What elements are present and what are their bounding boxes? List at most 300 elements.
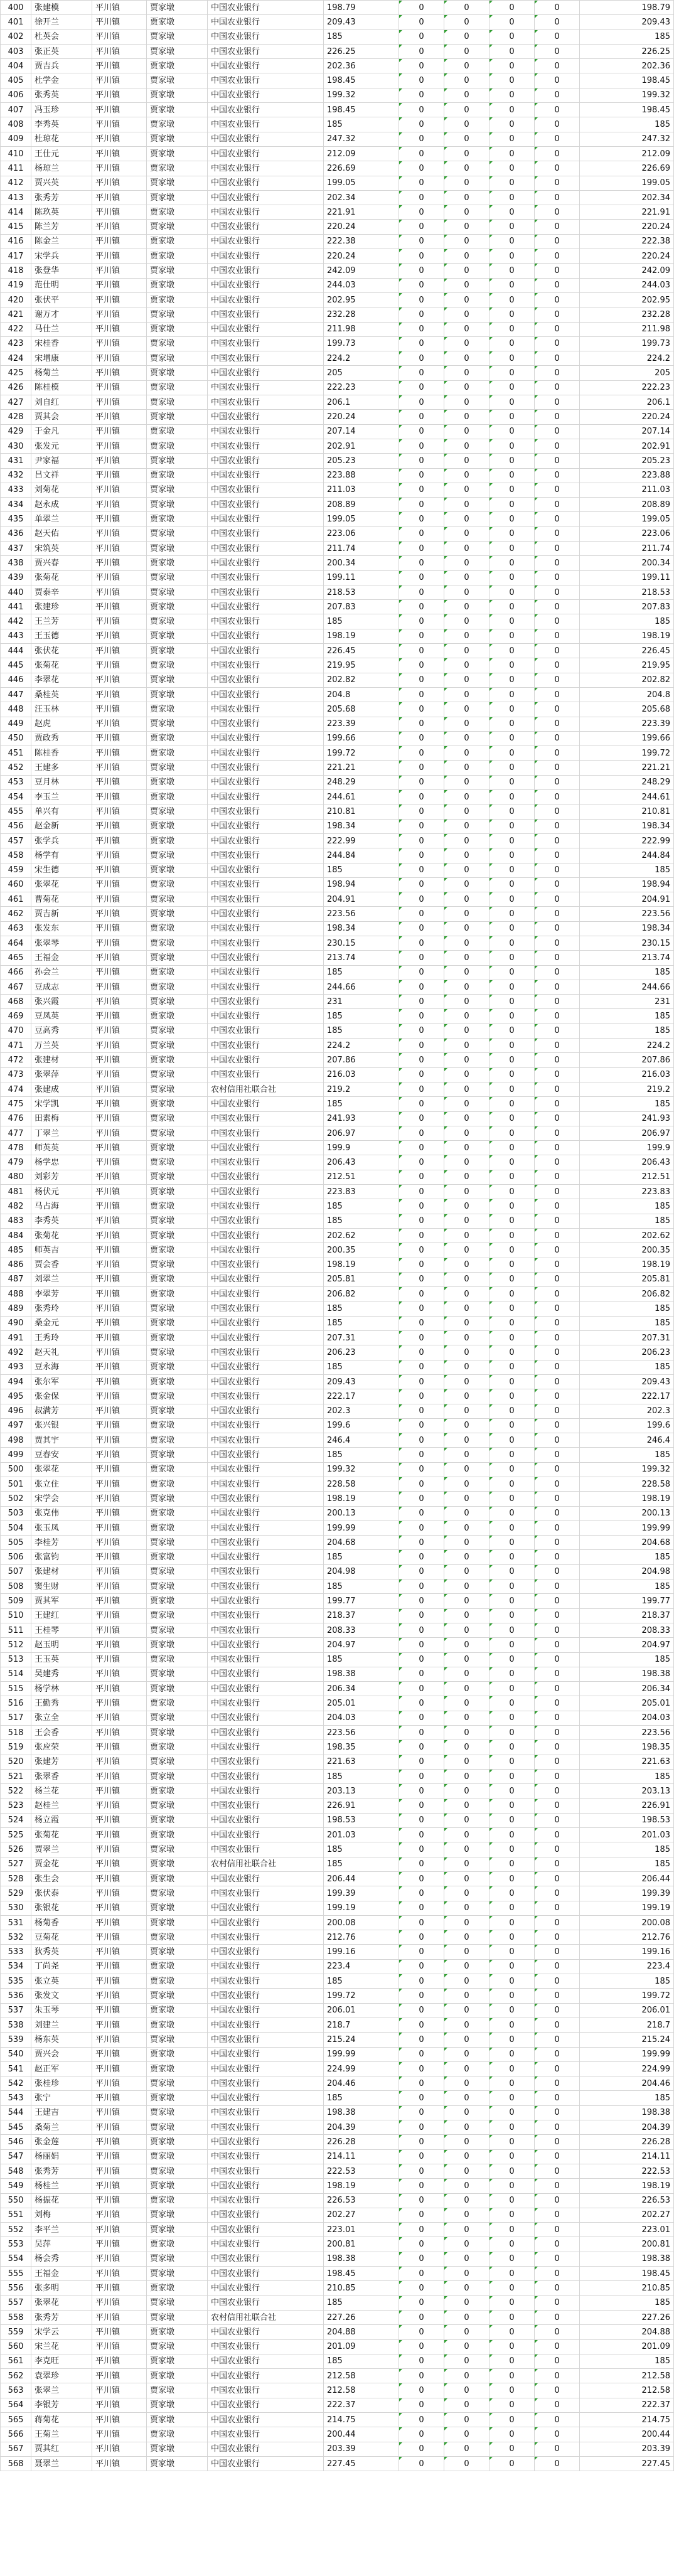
- village-cell[interactable]: 贾家墩: [147, 1155, 208, 1170]
- zero-cell-b[interactable]: 0: [444, 380, 489, 395]
- zero-cell-a[interactable]: 0: [399, 1097, 444, 1111]
- zero-cell-d[interactable]: 0: [535, 498, 580, 512]
- amount-cell[interactable]: 211.98: [324, 322, 399, 336]
- zero-cell-a[interactable]: 0: [399, 1520, 444, 1535]
- total-cell[interactable]: 185: [580, 863, 674, 877]
- town-cell[interactable]: 平川镇: [92, 1, 147, 15]
- zero-cell-c[interactable]: 0: [489, 1331, 535, 1345]
- zero-cell-d[interactable]: 0: [535, 2252, 580, 2266]
- village-cell[interactable]: 贾家墩: [147, 1418, 208, 1433]
- zero-cell-a[interactable]: 0: [399, 264, 444, 278]
- amount-cell[interactable]: 211.74: [324, 541, 399, 555]
- amount-cell[interactable]: 199.73: [324, 336, 399, 351]
- name-cell[interactable]: 李翠花: [31, 673, 92, 687]
- total-cell[interactable]: 222.17: [580, 1389, 674, 1404]
- bank-cell[interactable]: 中国农业银行: [208, 1389, 324, 1404]
- zero-cell-d[interactable]: 0: [535, 1623, 580, 1637]
- zero-cell-d[interactable]: 0: [535, 1696, 580, 1711]
- zero-cell-d[interactable]: 0: [535, 1842, 580, 1857]
- town-cell[interactable]: 平川镇: [92, 1492, 147, 1506]
- zero-cell-a[interactable]: 0: [399, 1755, 444, 1769]
- zero-cell-b[interactable]: 0: [444, 833, 489, 848]
- zero-cell-d[interactable]: 0: [535, 1243, 580, 1258]
- village-cell[interactable]: 贾家墩: [147, 1053, 208, 1067]
- zero-cell-d[interactable]: 0: [535, 2193, 580, 2208]
- zero-cell-c[interactable]: 0: [489, 2252, 535, 2266]
- town-cell[interactable]: 平川镇: [92, 351, 147, 366]
- zero-cell-c[interactable]: 0: [489, 761, 535, 775]
- total-cell[interactable]: 198.19: [580, 2179, 674, 2193]
- name-cell[interactable]: 吴萍: [31, 2237, 92, 2252]
- name-cell[interactable]: 豆菊花: [31, 1930, 92, 1945]
- zero-cell-a[interactable]: 0: [399, 1579, 444, 1594]
- bank-cell[interactable]: 中国农业银行: [208, 2223, 324, 2237]
- zero-cell-d[interactable]: 0: [535, 307, 580, 322]
- name-cell[interactable]: 张兴银: [31, 1418, 92, 1433]
- name-cell[interactable]: 贾会香: [31, 1258, 92, 1272]
- zero-cell-c[interactable]: 0: [489, 644, 535, 658]
- bank-cell[interactable]: 中国农业银行: [208, 863, 324, 877]
- bank-cell[interactable]: 中国农业银行: [208, 2412, 324, 2427]
- amount-cell[interactable]: 222.23: [324, 380, 399, 395]
- zero-cell-c[interactable]: 0: [489, 2223, 535, 2237]
- town-cell[interactable]: 平川镇: [92, 103, 147, 117]
- town-cell[interactable]: 平川镇: [92, 1185, 147, 1199]
- row-number-cell[interactable]: 536: [1, 1989, 31, 2003]
- town-cell[interactable]: 平川镇: [92, 59, 147, 73]
- name-cell[interactable]: 聂翠兰: [31, 2456, 92, 2471]
- total-cell[interactable]: 205.68: [580, 702, 674, 717]
- total-cell[interactable]: 204.97: [580, 1638, 674, 1652]
- row-number-cell[interactable]: 539: [1, 2033, 31, 2047]
- name-cell[interactable]: 叔满芳: [31, 1404, 92, 1418]
- amount-cell[interactable]: 202.36: [324, 59, 399, 73]
- zero-cell-a[interactable]: 0: [399, 1726, 444, 1740]
- town-cell[interactable]: 平川镇: [92, 1301, 147, 1316]
- village-cell[interactable]: 贾家墩: [147, 1360, 208, 1374]
- town-cell[interactable]: 平川镇: [92, 1667, 147, 1681]
- village-cell[interactable]: 贾家墩: [147, 1872, 208, 1886]
- zero-cell-c[interactable]: 0: [489, 1682, 535, 1696]
- row-number-cell[interactable]: 418: [1, 264, 31, 278]
- total-cell[interactable]: 223.06: [580, 526, 674, 541]
- bank-cell[interactable]: 中国农业银行: [208, 2398, 324, 2412]
- zero-cell-d[interactable]: 0: [535, 1462, 580, 1477]
- zero-cell-c[interactable]: 0: [489, 1608, 535, 1623]
- name-cell[interactable]: 马占海: [31, 1199, 92, 1214]
- bank-cell[interactable]: 中国农业银行: [208, 2456, 324, 2471]
- village-cell[interactable]: 贾家墩: [147, 1536, 208, 1550]
- zero-cell-d[interactable]: 0: [535, 2354, 580, 2368]
- amount-cell[interactable]: 213.74: [324, 951, 399, 965]
- zero-cell-a[interactable]: 0: [399, 1272, 444, 1286]
- town-cell[interactable]: 平川镇: [92, 2398, 147, 2412]
- amount-cell[interactable]: 204.46: [324, 2076, 399, 2091]
- zero-cell-a[interactable]: 0: [399, 2339, 444, 2354]
- amount-cell[interactable]: 205.23: [324, 454, 399, 468]
- zero-cell-a[interactable]: 0: [399, 1872, 444, 1886]
- row-number-cell[interactable]: 491: [1, 1331, 31, 1345]
- zero-cell-b[interactable]: 0: [444, 1623, 489, 1637]
- name-cell[interactable]: 张伏泰: [31, 1886, 92, 1901]
- total-cell[interactable]: 207.14: [580, 424, 674, 439]
- village-cell[interactable]: 贾家墩: [147, 614, 208, 629]
- name-cell[interactable]: 赵虎: [31, 717, 92, 731]
- row-number-cell[interactable]: 456: [1, 819, 31, 833]
- amount-cell[interactable]: 206.44: [324, 1872, 399, 1886]
- bank-cell[interactable]: 中国农业银行: [208, 1784, 324, 1798]
- zero-cell-a[interactable]: 0: [399, 1813, 444, 1827]
- row-number-cell[interactable]: 528: [1, 1872, 31, 1886]
- zero-cell-a[interactable]: 0: [399, 1784, 444, 1798]
- zero-cell-a[interactable]: 0: [399, 2295, 444, 2310]
- total-cell[interactable]: 185: [580, 1301, 674, 1316]
- zero-cell-a[interactable]: 0: [399, 1638, 444, 1652]
- amount-cell[interactable]: 247.32: [324, 132, 399, 146]
- row-number-cell[interactable]: 514: [1, 1667, 31, 1681]
- zero-cell-b[interactable]: 0: [444, 1374, 489, 1389]
- amount-cell[interactable]: 206.82: [324, 1287, 399, 1301]
- village-cell[interactable]: 贾家墩: [147, 2412, 208, 2427]
- village-cell[interactable]: 贾家墩: [147, 1682, 208, 1696]
- name-cell[interactable]: 贾金花: [31, 1857, 92, 1871]
- bank-cell[interactable]: 中国农业银行: [208, 1711, 324, 1725]
- zero-cell-b[interactable]: 0: [444, 1974, 489, 1989]
- zero-cell-a[interactable]: 0: [399, 1374, 444, 1389]
- zero-cell-b[interactable]: 0: [444, 307, 489, 322]
- amount-cell[interactable]: 185: [324, 1550, 399, 1564]
- zero-cell-d[interactable]: 0: [535, 132, 580, 146]
- amount-cell[interactable]: 215.24: [324, 2033, 399, 2047]
- bank-cell[interactable]: 中国农业银行: [208, 1023, 324, 1038]
- total-cell[interactable]: 202.82: [580, 673, 674, 687]
- zero-cell-a[interactable]: 0: [399, 526, 444, 541]
- zero-cell-b[interactable]: 0: [444, 541, 489, 555]
- bank-cell[interactable]: 中国农业银行: [208, 585, 324, 599]
- zero-cell-b[interactable]: 0: [444, 1199, 489, 1214]
- village-cell[interactable]: 贾家墩: [147, 1813, 208, 1827]
- town-cell[interactable]: 平川镇: [92, 1579, 147, 1594]
- zero-cell-d[interactable]: 0: [535, 15, 580, 29]
- row-number-cell[interactable]: 565: [1, 2412, 31, 2427]
- total-cell[interactable]: 205.01: [580, 1696, 674, 1711]
- town-cell[interactable]: 平川镇: [92, 2033, 147, 2047]
- zero-cell-d[interactable]: 0: [535, 2310, 580, 2324]
- zero-cell-b[interactable]: 0: [444, 2105, 489, 2120]
- name-cell[interactable]: 张菊花: [31, 658, 92, 673]
- town-cell[interactable]: 平川镇: [92, 2149, 147, 2164]
- zero-cell-b[interactable]: 0: [444, 1492, 489, 1506]
- bank-cell[interactable]: 中国农业银行: [208, 1901, 324, 1915]
- total-cell[interactable]: 198.38: [580, 2105, 674, 2120]
- zero-cell-b[interactable]: 0: [444, 761, 489, 775]
- bank-cell[interactable]: 中国农业银行: [208, 541, 324, 555]
- village-cell[interactable]: 贾家墩: [147, 1111, 208, 1126]
- zero-cell-a[interactable]: 0: [399, 234, 444, 249]
- zero-cell-d[interactable]: 0: [535, 88, 580, 102]
- amount-cell[interactable]: 185: [324, 1214, 399, 1228]
- bank-cell[interactable]: 中国农业银行: [208, 1740, 324, 1755]
- zero-cell-a[interactable]: 0: [399, 1170, 444, 1184]
- row-number-cell[interactable]: 512: [1, 1638, 31, 1652]
- name-cell[interactable]: 杜学金: [31, 73, 92, 88]
- village-cell[interactable]: 贾家墩: [147, 1798, 208, 1813]
- amount-cell[interactable]: 223.56: [324, 907, 399, 921]
- total-cell[interactable]: 200.44: [580, 2427, 674, 2442]
- bank-cell[interactable]: 中国农业银行: [208, 556, 324, 570]
- town-cell[interactable]: 平川镇: [92, 1258, 147, 1272]
- amount-cell[interactable]: 204.98: [324, 1564, 399, 1579]
- name-cell[interactable]: 王建红: [31, 1608, 92, 1623]
- zero-cell-a[interactable]: 0: [399, 1199, 444, 1214]
- bank-cell[interactable]: 中国农业银行: [208, 1638, 324, 1652]
- village-cell[interactable]: 贾家墩: [147, 2267, 208, 2281]
- village-cell[interactable]: 贾家墩: [147, 936, 208, 951]
- village-cell[interactable]: 贾家墩: [147, 249, 208, 264]
- zero-cell-b[interactable]: 0: [444, 1520, 489, 1535]
- town-cell[interactable]: 平川镇: [92, 2047, 147, 2061]
- name-cell[interactable]: 张生会: [31, 1872, 92, 1886]
- total-cell[interactable]: 226.25: [580, 44, 674, 58]
- zero-cell-b[interactable]: 0: [444, 2456, 489, 2471]
- zero-cell-c[interactable]: 0: [489, 1901, 535, 1915]
- bank-cell[interactable]: 中国农业银行: [208, 132, 324, 146]
- bank-cell[interactable]: 中国农业银行: [208, 1214, 324, 1228]
- row-number-cell[interactable]: 405: [1, 73, 31, 88]
- zero-cell-d[interactable]: 0: [535, 483, 580, 497]
- bank-cell[interactable]: 中国农业银行: [208, 88, 324, 102]
- village-cell[interactable]: 贾家墩: [147, 1506, 208, 1520]
- bank-cell[interactable]: 中国农业银行: [208, 1141, 324, 1155]
- zero-cell-a[interactable]: 0: [399, 498, 444, 512]
- bank-cell[interactable]: 中国农业银行: [208, 73, 324, 88]
- town-cell[interactable]: 平川镇: [92, 264, 147, 278]
- total-cell[interactable]: 223.83: [580, 1185, 674, 1199]
- amount-cell[interactable]: 226.25: [324, 44, 399, 58]
- village-cell[interactable]: 贾家墩: [147, 190, 208, 205]
- bank-cell[interactable]: 中国农业银行: [208, 2442, 324, 2456]
- zero-cell-a[interactable]: 0: [399, 2149, 444, 2164]
- zero-cell-d[interactable]: 0: [535, 454, 580, 468]
- zero-cell-c[interactable]: 0: [489, 1769, 535, 1783]
- row-number-cell[interactable]: 558: [1, 2310, 31, 2324]
- row-number-cell[interactable]: 479: [1, 1155, 31, 1170]
- zero-cell-d[interactable]: 0: [535, 1594, 580, 1608]
- row-number-cell[interactable]: 481: [1, 1185, 31, 1199]
- row-number-cell[interactable]: 562: [1, 2369, 31, 2383]
- zero-cell-c[interactable]: 0: [489, 629, 535, 643]
- zero-cell-d[interactable]: 0: [535, 775, 580, 789]
- zero-cell-d[interactable]: 0: [535, 2047, 580, 2061]
- row-number-cell[interactable]: 410: [1, 146, 31, 161]
- zero-cell-d[interactable]: 0: [535, 1492, 580, 1506]
- town-cell[interactable]: 平川镇: [92, 2120, 147, 2135]
- amount-cell[interactable]: 198.19: [324, 629, 399, 643]
- village-cell[interactable]: 贾家墩: [147, 2398, 208, 2412]
- name-cell[interactable]: 张应荣: [31, 1740, 92, 1755]
- name-cell[interactable]: 汪玉林: [31, 702, 92, 717]
- village-cell[interactable]: 贾家墩: [147, 117, 208, 132]
- town-cell[interactable]: 平川镇: [92, 1857, 147, 1871]
- row-number-cell[interactable]: 485: [1, 1243, 31, 1258]
- bank-cell[interactable]: 中国农业银行: [208, 1506, 324, 1520]
- zero-cell-d[interactable]: 0: [535, 600, 580, 614]
- zero-cell-c[interactable]: 0: [489, 1185, 535, 1199]
- zero-cell-d[interactable]: 0: [535, 921, 580, 936]
- name-cell[interactable]: 刘建兰: [31, 2018, 92, 2032]
- name-cell[interactable]: 刘翠兰: [31, 1272, 92, 1286]
- bank-cell[interactable]: 中国农业银行: [208, 2061, 324, 2076]
- total-cell[interactable]: 206.44: [580, 1872, 674, 1886]
- name-cell[interactable]: 窦生财: [31, 1579, 92, 1594]
- zero-cell-b[interactable]: 0: [444, 264, 489, 278]
- bank-cell[interactable]: 中国农业银行: [208, 1053, 324, 1067]
- bank-cell[interactable]: 中国农业银行: [208, 29, 324, 44]
- amount-cell[interactable]: 204.03: [324, 1711, 399, 1725]
- zero-cell-d[interactable]: 0: [535, 833, 580, 848]
- zero-cell-d[interactable]: 0: [535, 1404, 580, 1418]
- amount-cell[interactable]: 218.7: [324, 2018, 399, 2032]
- zero-cell-b[interactable]: 0: [444, 1111, 489, 1126]
- zero-cell-a[interactable]: 0: [399, 804, 444, 819]
- zero-cell-d[interactable]: 0: [535, 1345, 580, 1360]
- zero-cell-b[interactable]: 0: [444, 1448, 489, 1462]
- zero-cell-a[interactable]: 0: [399, 673, 444, 687]
- amount-cell[interactable]: 201.09: [324, 2339, 399, 2354]
- amount-cell[interactable]: 226.45: [324, 644, 399, 658]
- zero-cell-d[interactable]: 0: [535, 2208, 580, 2222]
- village-cell[interactable]: 贾家墩: [147, 819, 208, 833]
- zero-cell-c[interactable]: 0: [489, 322, 535, 336]
- amount-cell[interactable]: 205.81: [324, 1272, 399, 1286]
- zero-cell-a[interactable]: 0: [399, 702, 444, 717]
- zero-cell-a[interactable]: 0: [399, 249, 444, 264]
- zero-cell-b[interactable]: 0: [444, 1740, 489, 1755]
- zero-cell-d[interactable]: 0: [535, 73, 580, 88]
- zero-cell-a[interactable]: 0: [399, 88, 444, 102]
- zero-cell-a[interactable]: 0: [399, 468, 444, 483]
- zero-cell-c[interactable]: 0: [489, 2047, 535, 2061]
- amount-cell[interactable]: 199.99: [324, 2047, 399, 2061]
- zero-cell-c[interactable]: 0: [489, 424, 535, 439]
- amount-cell[interactable]: 199.9: [324, 1141, 399, 1155]
- bank-cell[interactable]: 中国农业银行: [208, 526, 324, 541]
- zero-cell-d[interactable]: 0: [535, 1067, 580, 1082]
- zero-cell-d[interactable]: 0: [535, 146, 580, 161]
- bank-cell[interactable]: 中国农业银行: [208, 2033, 324, 2047]
- town-cell[interactable]: 平川镇: [92, 1886, 147, 1901]
- total-cell[interactable]: 228.58: [580, 1477, 674, 1491]
- total-cell[interactable]: 205.81: [580, 1272, 674, 1286]
- amount-cell[interactable]: 212.09: [324, 146, 399, 161]
- bank-cell[interactable]: 中国农业银行: [208, 322, 324, 336]
- town-cell[interactable]: 平川镇: [92, 2252, 147, 2266]
- amount-cell[interactable]: 185: [324, 117, 399, 132]
- zero-cell-d[interactable]: 0: [535, 336, 580, 351]
- bank-cell[interactable]: 中国农业银行: [208, 1360, 324, 1374]
- village-cell[interactable]: 贾家墩: [147, 1126, 208, 1140]
- zero-cell-b[interactable]: 0: [444, 921, 489, 936]
- zero-cell-b[interactable]: 0: [444, 1214, 489, 1228]
- zero-cell-c[interactable]: 0: [489, 1638, 535, 1652]
- zero-cell-d[interactable]: 0: [535, 1418, 580, 1433]
- bank-cell[interactable]: 中国农业银行: [208, 746, 324, 761]
- amount-cell[interactable]: 209.43: [324, 15, 399, 29]
- row-number-cell[interactable]: 568: [1, 2456, 31, 2471]
- amount-cell[interactable]: 198.45: [324, 2267, 399, 2281]
- amount-cell[interactable]: 198.94: [324, 877, 399, 892]
- row-number-cell[interactable]: 494: [1, 1374, 31, 1389]
- zero-cell-c[interactable]: 0: [489, 366, 535, 380]
- village-cell[interactable]: 贾家墩: [147, 44, 208, 58]
- zero-cell-b[interactable]: 0: [444, 1126, 489, 1140]
- zero-cell-b[interactable]: 0: [444, 965, 489, 980]
- total-cell[interactable]: 200.08: [580, 1915, 674, 1930]
- zero-cell-b[interactable]: 0: [444, 644, 489, 658]
- zero-cell-d[interactable]: 0: [535, 848, 580, 863]
- bank-cell[interactable]: 中国农业银行: [208, 1287, 324, 1301]
- zero-cell-b[interactable]: 0: [444, 483, 489, 497]
- zero-cell-a[interactable]: 0: [399, 146, 444, 161]
- row-number-cell[interactable]: 561: [1, 2354, 31, 2368]
- town-cell[interactable]: 平川镇: [92, 234, 147, 249]
- village-cell[interactable]: 贾家墩: [147, 1930, 208, 1945]
- village-cell[interactable]: 贾家墩: [147, 424, 208, 439]
- zero-cell-a[interactable]: 0: [399, 2456, 444, 2471]
- row-number-cell[interactable]: 519: [1, 1740, 31, 1755]
- town-cell[interactable]: 平川镇: [92, 249, 147, 264]
- total-cell[interactable]: 198.45: [580, 73, 674, 88]
- bank-cell[interactable]: 中国农业银行: [208, 1667, 324, 1681]
- town-cell[interactable]: 平川镇: [92, 2412, 147, 2427]
- village-cell[interactable]: 贾家墩: [147, 541, 208, 555]
- zero-cell-a[interactable]: 0: [399, 2033, 444, 2047]
- zero-cell-b[interactable]: 0: [444, 1813, 489, 1827]
- total-cell[interactable]: 242.09: [580, 264, 674, 278]
- bank-cell[interactable]: 中国农业银行: [208, 658, 324, 673]
- zero-cell-d[interactable]: 0: [535, 1126, 580, 1140]
- total-cell[interactable]: 185: [580, 1214, 674, 1228]
- zero-cell-d[interactable]: 0: [535, 804, 580, 819]
- village-cell[interactable]: 贾家墩: [147, 146, 208, 161]
- total-cell[interactable]: 204.8: [580, 687, 674, 702]
- zero-cell-c[interactable]: 0: [489, 2412, 535, 2427]
- amount-cell[interactable]: 205: [324, 366, 399, 380]
- zero-cell-c[interactable]: 0: [489, 1550, 535, 1564]
- village-cell[interactable]: 贾家墩: [147, 629, 208, 643]
- row-number-cell[interactable]: 529: [1, 1886, 31, 1901]
- zero-cell-d[interactable]: 0: [535, 2281, 580, 2295]
- zero-cell-c[interactable]: 0: [489, 1418, 535, 1433]
- name-cell[interactable]: 宋筑英: [31, 541, 92, 555]
- town-cell[interactable]: 平川镇: [92, 15, 147, 29]
- name-cell[interactable]: 张翠香: [31, 1769, 92, 1783]
- zero-cell-b[interactable]: 0: [444, 585, 489, 599]
- name-cell[interactable]: 杨学忠: [31, 1155, 92, 1170]
- town-cell[interactable]: 平川镇: [92, 761, 147, 775]
- village-cell[interactable]: 贾家墩: [147, 1755, 208, 1769]
- bank-cell[interactable]: 农村信用社联合社: [208, 1857, 324, 1871]
- total-cell[interactable]: 202.3: [580, 1404, 674, 1418]
- name-cell[interactable]: 陈桂香: [31, 746, 92, 761]
- village-cell[interactable]: 贾家墩: [147, 790, 208, 804]
- zero-cell-a[interactable]: 0: [399, 1141, 444, 1155]
- amount-cell[interactable]: 226.91: [324, 1798, 399, 1813]
- amount-cell[interactable]: 241.93: [324, 1111, 399, 1126]
- town-cell[interactable]: 平川镇: [92, 1448, 147, 1462]
- village-cell[interactable]: 贾家墩: [147, 1608, 208, 1623]
- row-number-cell[interactable]: 435: [1, 512, 31, 526]
